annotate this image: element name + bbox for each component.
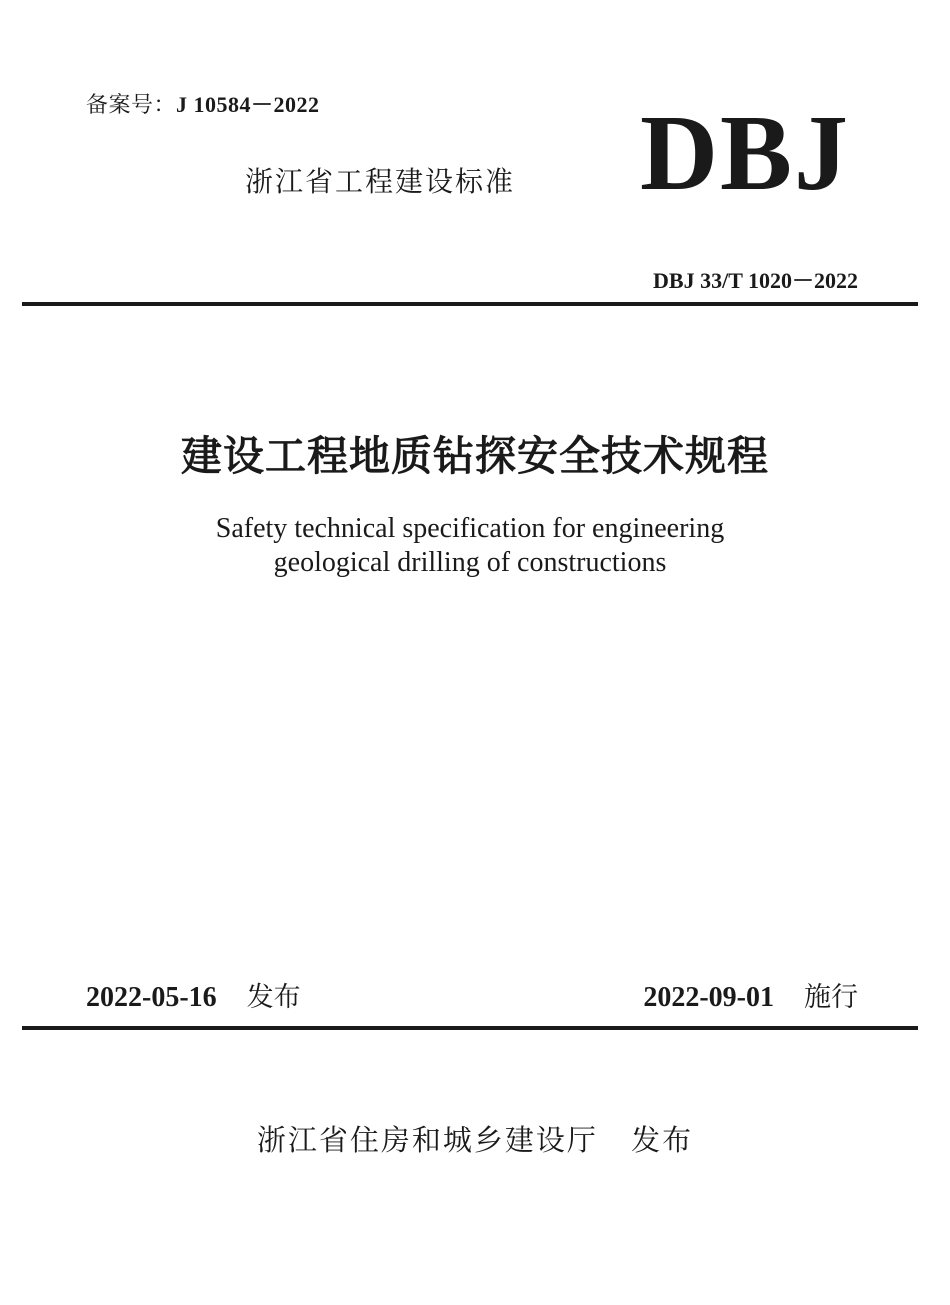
record-number-label: 备案号： xyxy=(86,93,177,118)
issuing-authority xyxy=(0,1118,950,1159)
effective-info xyxy=(643,975,858,1014)
record-number-value: J 10584－2022 xyxy=(176,92,320,117)
record-number xyxy=(86,88,320,119)
publish-info xyxy=(86,975,301,1014)
bottom-divider xyxy=(22,1026,918,1030)
dbj-logo: DBJ xyxy=(640,94,851,213)
effective-label: 施行 xyxy=(804,982,858,1013)
document-title-english xyxy=(0,512,940,580)
publish-date: 2022-05-16 xyxy=(86,982,217,1013)
document-title-chinese: 建设工程地质钻探安全技术规程 xyxy=(181,433,769,479)
standard-code: DBJ 33/T 1020－2022 xyxy=(653,268,858,293)
issuer-name: 浙江省住房和城乡建设厅 xyxy=(256,1123,598,1157)
effective-date: 2022-09-01 xyxy=(643,982,774,1013)
publish-label: 发布 xyxy=(246,982,301,1013)
english-title-line-1: Safety technical specification for engineering xyxy=(215,513,725,544)
standard-category: 浙江省工程建设标准 xyxy=(245,165,516,198)
issuer-action: 发布 xyxy=(631,1123,694,1157)
english-title-line-2: geological drilling of constructions xyxy=(273,547,667,578)
top-divider xyxy=(22,302,918,306)
